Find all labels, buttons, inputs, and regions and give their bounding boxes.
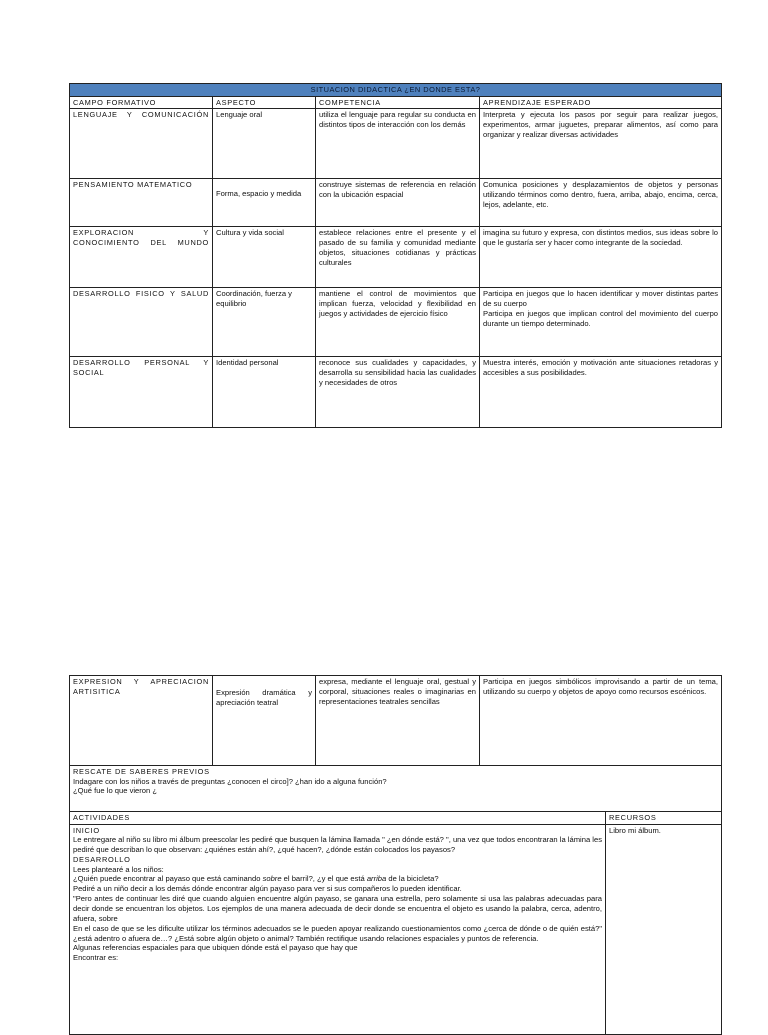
aprendizaje-line-2: Participa en juegos que implican control del movimiento del cuerpo durante un tiempo determinado. (483, 308, 719, 328)
actividades-heading: ACTIVIDADES (70, 812, 606, 825)
algunas-text: Algunas referencias espaciales para que ubiquen dónde está el payaso que hay que (73, 943, 358, 953)
campo-cell: EXPRESION Y APRECIACION ARTISITICA (70, 676, 213, 766)
aspecto-cell: Expresión dramática y apreciación teatral (213, 676, 316, 766)
pedire-text: Pediré a un niño decir a los demás dónde encontrar algún payaso para ver si sus compañeros lo pueden identificar. (73, 884, 462, 894)
pregunta-sobre: sobre (262, 874, 282, 884)
header-aspecto: ASPECTO (213, 96, 316, 109)
campo-cell: DESARROLLO FISICO Y SALUD (70, 288, 213, 357)
rescate-heading: RESCATE DE SABERES PREVIOS (73, 767, 210, 776)
plantear-text: Lees plantearé a los niños: (73, 864, 164, 874)
table-row (70, 676, 722, 766)
pregunta-text (73, 874, 602, 884)
campo-cell: DESARROLLO PERSONAL Y SOCIAL (70, 357, 213, 428)
table-title-row (70, 84, 722, 97)
header-row (70, 96, 722, 109)
recursos-heading: RECURSOS (606, 812, 722, 825)
aspecto-cell: Coordinación, fuerza y equilibrio (213, 288, 316, 357)
campo-cell: EXPLORACION Y CONOCIMIENTO DEL MUNDO (70, 227, 213, 288)
pregunta-part: el barril?, ¿y el que está (281, 874, 367, 884)
caso-text: En el caso de que se les dificulte utilizar los términos adecuados se le pueden apoyar realizando cuestionamientos como ¿cerca de dónde o de quién está?" ¿está adentro o afuera de…? ¿Está sobre algún objeto o animal? También rectifique usando relaciones espaciales y puntos de referencia. (73, 923, 602, 943)
actividades-row (70, 824, 722, 1034)
table-row (70, 109, 722, 179)
inicio-heading: INICIO (73, 825, 100, 835)
aprendizaje-cell: Muestra interés, emoción y motivación ante situaciones retadoras y accesibles a sus posibilidades. (480, 357, 722, 428)
rescate-row (70, 766, 722, 812)
competencia-cell: utiliza el lenguaje para regular su conducta en distintos tipos de interacción con los demás (316, 109, 480, 179)
pregunta-arriba: arriba (366, 874, 387, 884)
aspecto-cell: Identidad personal (213, 357, 316, 428)
campo-cell: LENGUAJE Y COMUNICACIÓN (70, 109, 213, 179)
competencia-cell: expresa, mediante el lenguaje oral, gestual y corporal, situaciones reales o imaginarias en representaciones teatrales sencillas (316, 676, 480, 766)
table-row (70, 227, 722, 288)
rescate-line-2: ¿Qué fue lo que vieron ¿ (73, 786, 157, 796)
aprendizaje-cell: Comunica posiciones y desplazamientos de objetos y personas utilizando términos como dentro, fuera, arriba, abajo, encima, cerca, lejos, adelante, etc. (480, 179, 722, 227)
header-aprendizaje: APRENDIZAJE ESPERADO (480, 96, 722, 109)
desarrollo-heading: DESARROLLO (73, 854, 131, 864)
aprendizaje-cell: imagina su futuro y expresa, con distintos medios, sus ideas sobre lo que le gustaría ser y hacer como integrante de la sociedad. (480, 227, 722, 288)
competencia-cell: construye sistemas de referencia en relación con la ubicación espacial (316, 179, 480, 227)
competencia-cell: reconoce sus cualidades y capacidades, y desarrolla su sensibilidad hacia las cualidades y necesidades de otros (316, 357, 480, 428)
aspecto-cell: Forma, espacio y medida (213, 179, 316, 227)
actividades-cell (70, 824, 606, 1034)
rescate-line-1: Indagare con los niños a través de preguntas ¿conocen el circo]? ¿han ido a alguna función? (73, 776, 387, 786)
aspecto-cell: Lenguaje oral (213, 109, 316, 179)
rescate-cell (70, 766, 722, 812)
pregunta-part: de la bicicleta? (386, 874, 439, 884)
pero-text: "Pero antes de continuar les diré que cuando alguien encuentre algún payaso, se ganara una estrella, pero solamente si usa las palabras adecuadas para decir donde se encuentran los objetos. Los ejemplos de una manera adecuada de decir donde se encuentra el objeto es usando la palabra, cerca, adentro, afuera, sobre (73, 894, 602, 923)
recursos-cell: Libro mi álbum. (606, 824, 722, 1034)
header-competencia: COMPETENCIA (316, 96, 480, 109)
table-row (70, 357, 722, 428)
pregunta-part: ¿Quién puede encontrar al payaso que está caminando (73, 874, 263, 884)
competencia-cell: establece relaciones entre el presente y el pasado de su familia y comunidad mediante objetos, situaciones cotidianas y prácticas culturales (316, 227, 480, 288)
competencias-table-2 (69, 675, 722, 1035)
encontrar-text: Encontrar es: (73, 953, 119, 963)
situacion-title: SITUACION DIDACTICA ¿EN DONDE ESTA? (70, 84, 722, 97)
competencia-cell: mantiene el control de movimientos que implican fuerza, velocidad y flexibilidad en juegos y actividades de ejercicio físico (316, 288, 480, 357)
table-row (70, 288, 722, 357)
aprendizaje-cell: Interpreta y ejecuta los pasos por seguir para realizar juegos, experimentos, armar juguetes, preparar alimentos, así como para organizar y realizar diversas actividades (480, 109, 722, 179)
header-campo: CAMPO FORMATIVO (70, 96, 213, 109)
aprendizaje-cell (480, 288, 722, 357)
competencias-table-1 (69, 83, 722, 428)
table-row (70, 179, 722, 227)
actividades-header-row (70, 812, 722, 825)
aprendizaje-cell: Participa en juegos simbólicos improvisando a partir de un tema, utilizando su cuerpo y objetos de apoyo como recursos escénicos. (480, 676, 722, 766)
inicio-text: Le entregare al niño su libro mi álbum preescolar les pediré que busquen la lámina llamada " ¿en dónde está? ", una vez que todos encontraran la lámina les pediré que describan lo que observan: ¿quiénes están ahí?, ¿qué hacen?, ¿dónde están colocados los payasos? (73, 835, 602, 855)
aspecto-cell: Cultura y vida social (213, 227, 316, 288)
campo-cell: PENSAMIENTO MATEMATICO (70, 179, 213, 227)
aprendizaje-line-1: Participa en juegos que lo hacen identificar y mover distintas partes de su cuerpo (483, 289, 719, 309)
